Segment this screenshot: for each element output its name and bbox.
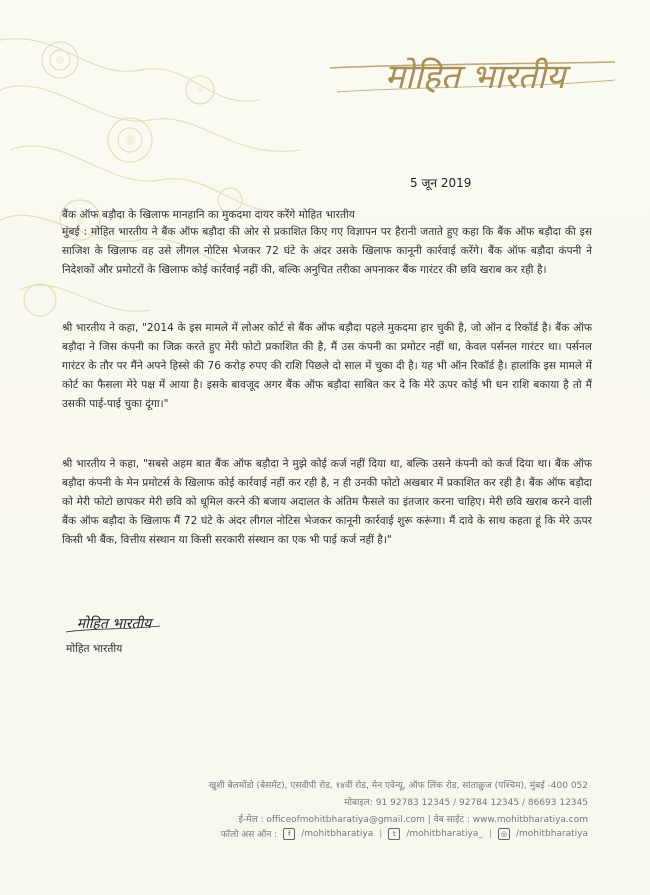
instagram-handle[interactable]: /mohitbharatiya bbox=[515, 828, 588, 839]
twitter-icon: t bbox=[388, 828, 400, 840]
follow-label: फॉलो अस ऑन : bbox=[220, 830, 278, 840]
headline: बैंक ऑफ बड़ौदा के खिलाफ मानहानि का मुकदमा दायर करेंगे मोहित भारतीय bbox=[62, 209, 355, 221]
footer-social-links bbox=[221, 827, 588, 840]
facebook-handle[interactable]: /mohitbharatiya bbox=[301, 828, 374, 839]
signature-script-text: मोहित भारतीय bbox=[76, 616, 152, 632]
handwritten-signature bbox=[64, 608, 164, 644]
footer-mobile: मोबाइल: 91 92783 12345 / 92784 12345 / 86693 12345 bbox=[344, 798, 588, 808]
letter-date: 5 जून 2019 bbox=[410, 176, 472, 190]
instagram-icon: ◎ bbox=[498, 828, 510, 840]
signatory-name: मोहित भारतीय bbox=[66, 643, 123, 655]
footer-address: खुशी बेलमोंडो (बेसमेंट), एसवीपी रोड, १४वीं रोड, मेन एवेन्यू, ऑफ लिंक रोड, सांताक्रुज (पश्चिम), मुंबई -400 052 bbox=[208, 781, 588, 791]
separator: | bbox=[488, 828, 492, 839]
logo-script-text: मोहित भारतीय bbox=[384, 57, 566, 97]
separator: | bbox=[379, 828, 383, 839]
twitter-handle[interactable]: /mohitbharatiya_ bbox=[406, 828, 483, 839]
decorative-floral-ornament bbox=[0, 0, 330, 360]
paragraph-1: मुंबई : मोहित भारतीय ने बैंक ऑफ बड़ौदा की ओर से प्रकाशित किए गए विज्ञापन पर हैरानी जताते हुए कहा कि बैंक ऑफ बड़ौदा की इस साजिश के खिलाफ वह उसे लीगल नोटिस भेजकर 72 घंटे के अंदर उसके खिलाफ कानूनी कार्रवाई करेंगे। बैंक ऑफ बड़ौदा कंपनी ने निदेशकों और प्रमोटरों के खिलाफ कोई कार्रवाई नहीं की, बल्कि अनुचित तरीका अपनाकर बैंक गारंटर की छवि खराब कर रही है। bbox=[62, 226, 592, 276]
letterhead-logo bbox=[325, 30, 625, 110]
footer-email-web: ई-मेल : officeofmohitbharatiya@gmail.com | वेब साईट : www.mohitbharatiya.com bbox=[238, 815, 588, 825]
paragraph-2: श्री भारतीय ने कहा, "2014 के इस मामले में लोअर कोर्ट से बैंक ऑफ बड़ौदा पहले मुकदमा हार चुकी है, जो ऑन द रिकॉर्ड है। बैंक ऑफ बड़ौदा ने जिस कंपनी का जिक्र करते हुए मेरी फोटो प्रकाशित की है, मैं उस कंपनी का प्रमोटर नहीं था, केवल पर्सनल गारंटर था। पर्सनल गारंटर के तौर पर मैंने अपने हिस्से की 76 करोड़ रुपए की राशि पिछले दो साल में चुका दी है। यह भी ऑन रिकॉर्ड है। हालांकि इस मामले में कोर्ट का फैसला मेरे पक्ष में आया है। इसके बावजूद अगर बैंक ऑफ बड़ौदा साबित कर दे कि मेरे ऊपर कोई भी धन राशि बकाया है तो मैं उसकी पाई-पाई चुका दूंगा।" bbox=[62, 322, 592, 410]
paragraph-3: श्री भारतीय ने कहा, "सबसे अहम बात बैंक ऑफ बड़ौदा ने मुझे कोई कर्ज नहीं दिया था, बल्कि उसने कंपनी को कर्ज दिया था। बैंक ऑफ बड़ौदा कंपनी के मेन प्रमोटर्स के खिलाफ कोई कार्रवाई नहीं कर रही है, न ही उनकी फोटो अखबार में प्रकाशित कर रही है। बैंक ऑफ बड़ौदा को मेरी फोटो छापकर मेरी छवि को धूमिल करने की बजाय अदालत के अंतिम फैसले का इंतजार करना चाहिए। मेरी छवि खराब करने वाली बैंक ऑफ बड़ौदा के खिलाफ मैं 72 घंटे के अंदर लीगल नोटिस भेजकर कानूनी कार्रवाई शुरू करूंगा। मैं दावे के साथ कहता हूं कि मेरे ऊपर किसी भी बैंक, वित्तीय संस्थान या किसी सरकारी संस्थान का एक भी पाई कर्ज नहीं है।" bbox=[62, 458, 592, 546]
facebook-icon: f bbox=[283, 828, 295, 840]
